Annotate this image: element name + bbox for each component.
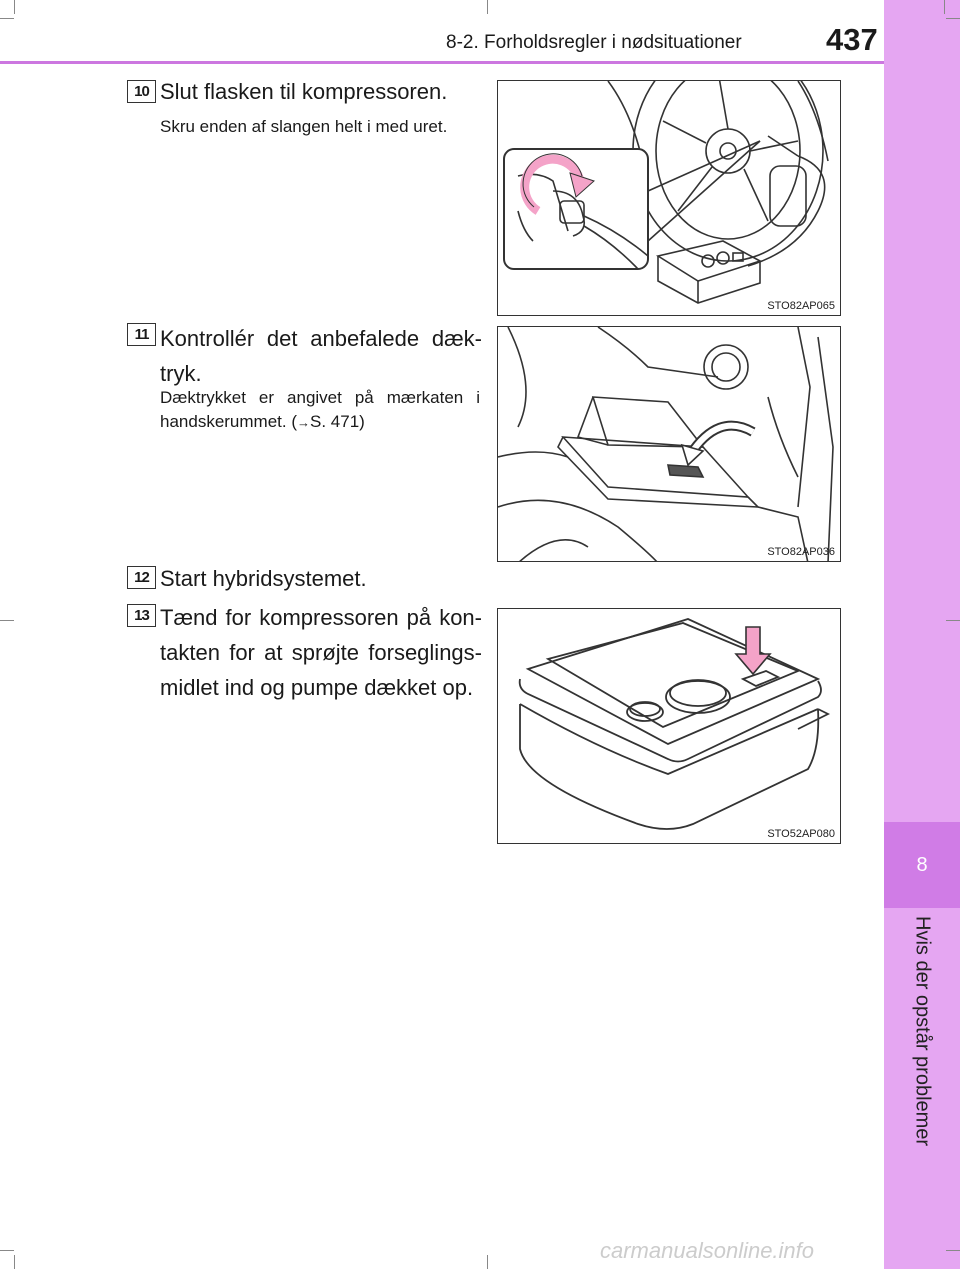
compressor-hose-connection-illustration — [498, 81, 841, 316]
crop-mark — [946, 620, 960, 621]
crop-mark — [944, 0, 945, 14]
step-badge-11: 11 — [127, 323, 156, 346]
step-10-title: Slut flasken til kompressoren. — [160, 79, 448, 104]
crop-mark — [14, 1255, 15, 1269]
figure-code: STO82AP036 — [767, 546, 835, 558]
chapter-number-box — [884, 822, 960, 908]
figure-glove-compartment — [497, 326, 841, 562]
arrow-right-icon: → — [297, 415, 310, 430]
page-number: 437 — [826, 22, 878, 57]
crop-mark — [487, 0, 488, 14]
step-11-description — [160, 386, 480, 435]
figure-code: STO82AP065 — [767, 300, 835, 312]
step-10-description: Skru enden af slangen helt i med uret. — [160, 117, 448, 136]
crop-mark — [0, 18, 14, 19]
step-11-title — [160, 321, 482, 391]
watermark: carmanualsonline.info — [600, 1238, 815, 1263]
page-reference: S. 471) — [310, 412, 365, 431]
chapter-title: Hvis der opstår problemer — [911, 916, 934, 1147]
crop-mark — [946, 1250, 960, 1251]
crop-mark — [0, 1250, 14, 1251]
figure-compressor-hose — [497, 80, 841, 316]
step-badge-12: 12 — [127, 566, 156, 589]
compressor-switch-illustration — [498, 609, 841, 844]
crop-mark — [946, 18, 960, 19]
crop-mark — [0, 620, 14, 621]
glove-compartment-illustration — [498, 327, 841, 562]
step-11-title-text: Kontrollér det anbefalede dæk-tryk. — [160, 326, 482, 386]
step-badge-13: 13 — [127, 604, 156, 627]
crop-mark — [487, 1255, 488, 1269]
chapter-title-vertical — [884, 916, 960, 1156]
step-badge-10: 10 — [127, 80, 156, 103]
figure-code: STO52AP080 — [767, 828, 835, 840]
chapter-number: 8 — [916, 853, 928, 876]
step-12-title: Start hybridsystemet. — [160, 566, 367, 591]
step-13-title: Tænd for kompressoren på kon-takten for at sprøjte forseglings-midlet ind og pumpe dækket op. — [160, 605, 482, 700]
header-rule — [0, 61, 884, 64]
figure-compressor-switch — [497, 608, 841, 844]
crop-mark — [14, 0, 15, 14]
section-title: 8-2. Forholdsregler i nødsituationer — [446, 32, 742, 53]
step-11-description-text: Dæktrykket er angivet på mærkaten i handskerummet. ( — [160, 388, 480, 431]
